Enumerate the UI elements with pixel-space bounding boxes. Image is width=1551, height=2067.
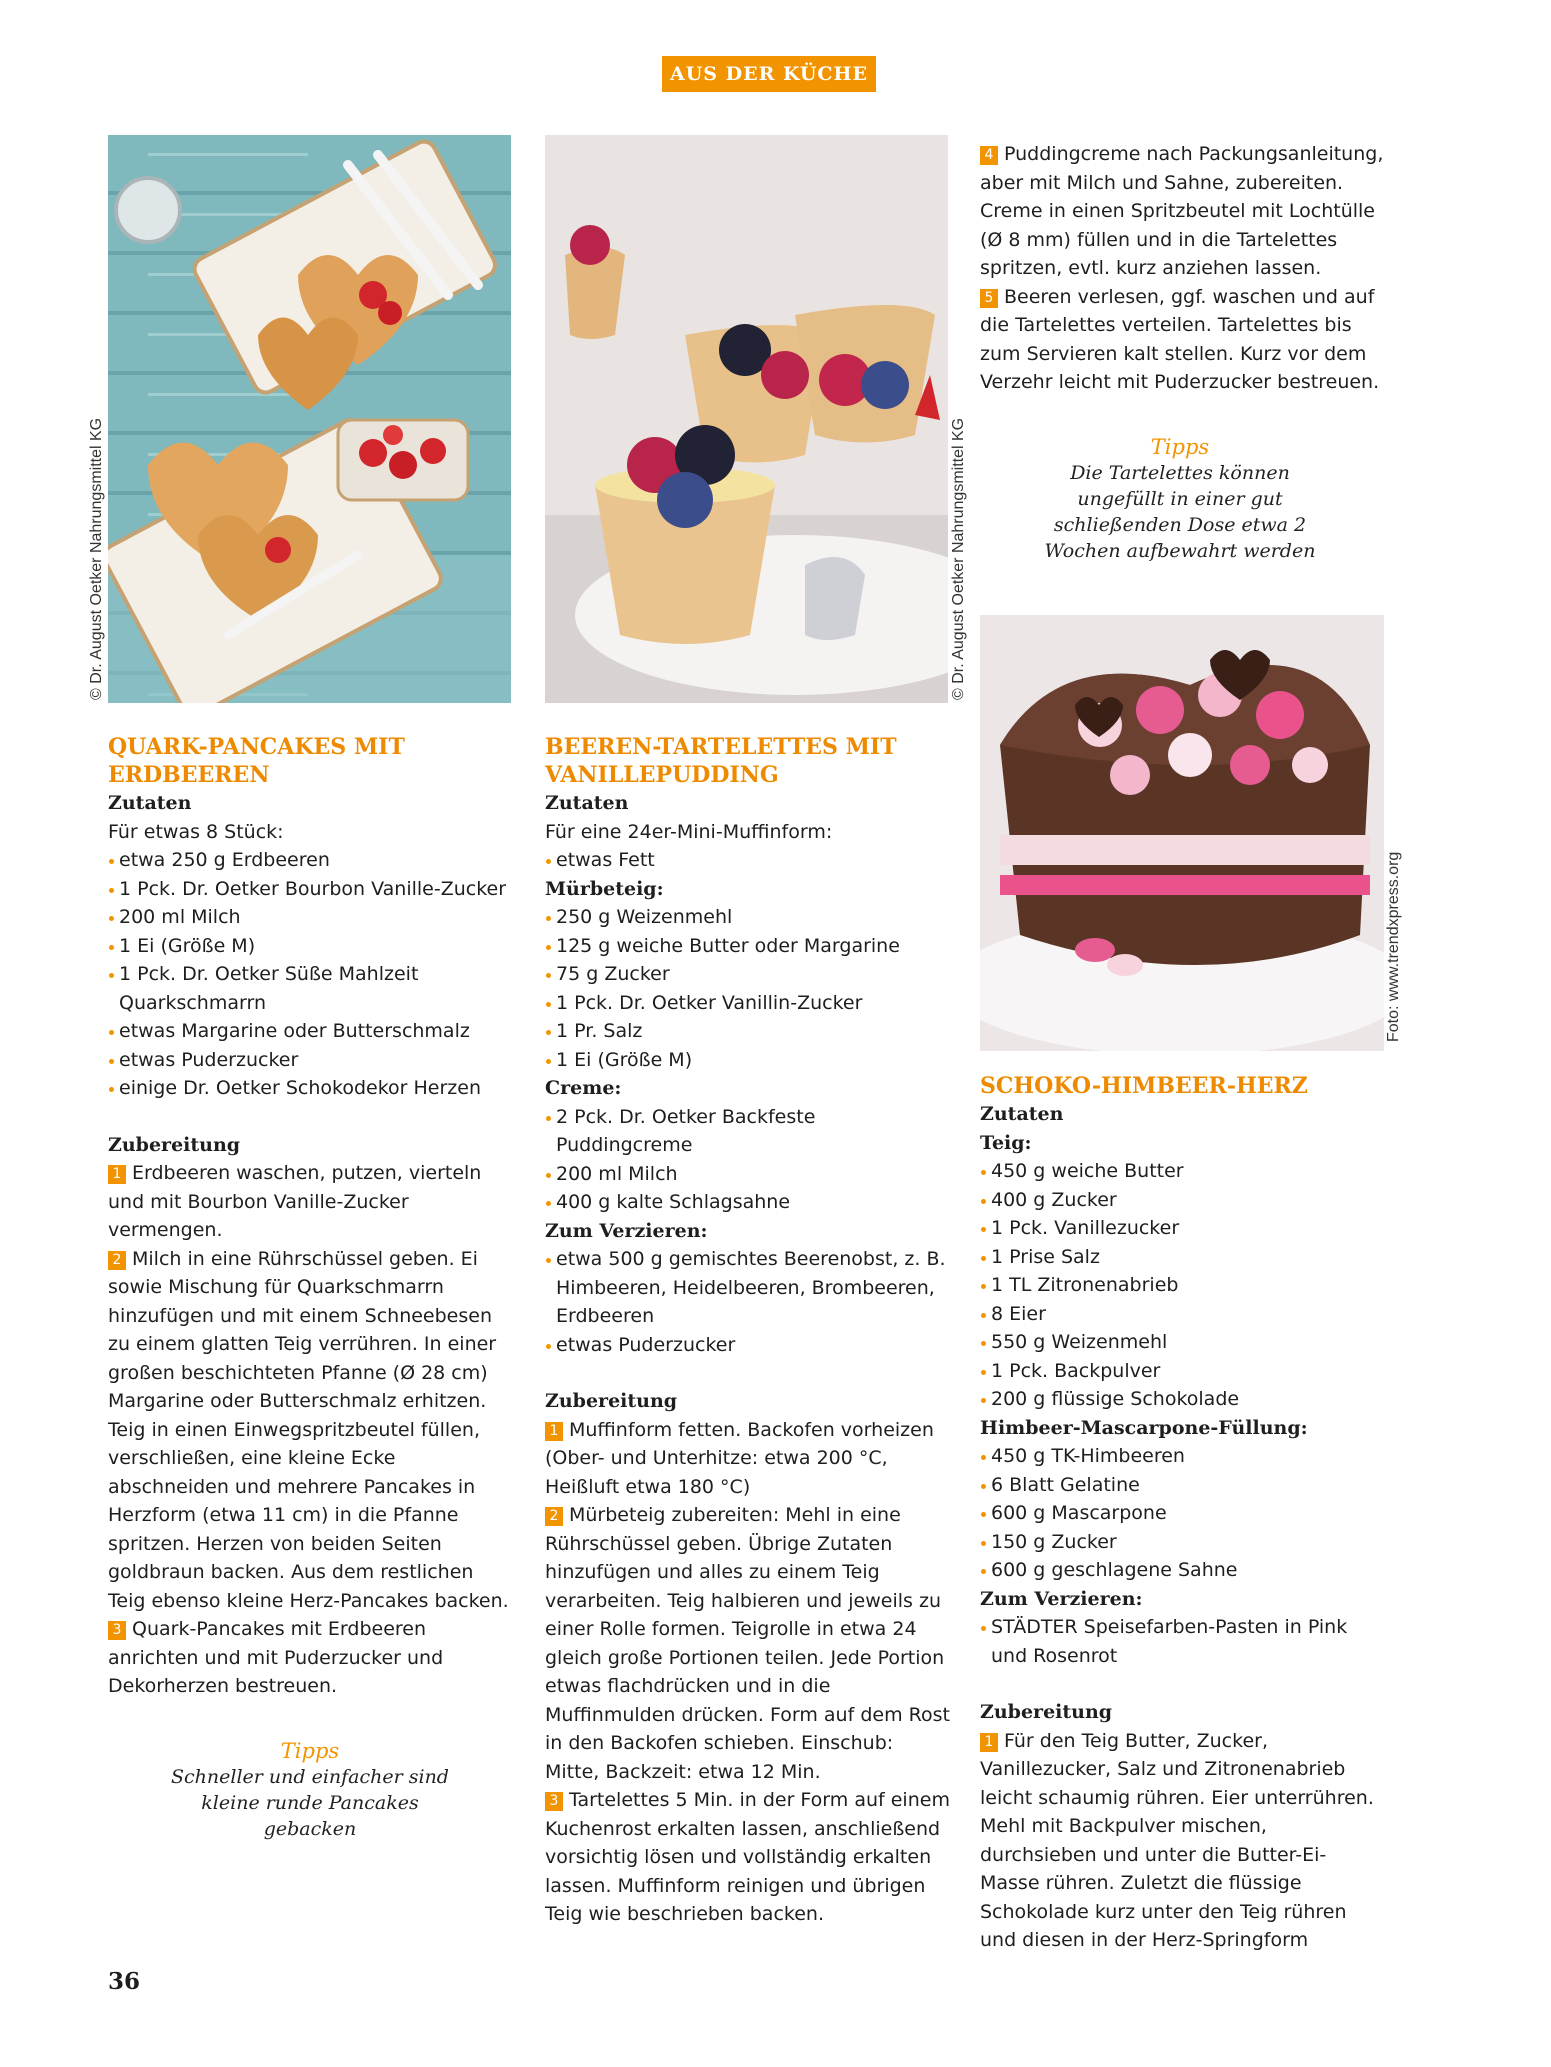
ingredient-item: 1 Ei (Größe M) xyxy=(108,932,513,961)
ingredient-item: 600 g Mascarpone xyxy=(980,1499,1385,1528)
ingredient-item: 450 g TK-Himbeeren xyxy=(980,1442,1385,1471)
step-text: Muffinform fetten. Backofen vorheizen (Ober- und Unterhitze: etwa 200 °C, Heißluft etwa 180 °C) xyxy=(545,1418,934,1498)
tip-text: Schneller und einfacher sind kleine runde Pancakes gebacken xyxy=(171,1766,449,1840)
recipe-beeren-tartelettes xyxy=(545,733,950,1929)
ingredient-item: 1 Pck. Dr. Oetker Bourbon Vanille-Zucker xyxy=(108,875,513,904)
step xyxy=(108,1159,513,1245)
ingredient-item: 150 g Zucker xyxy=(980,1528,1385,1557)
step-number: 1 xyxy=(980,1733,998,1752)
ingredient-item: 1 TL Zitronenabrieb xyxy=(980,1271,1385,1300)
ingredient-item: 450 g weiche Butter xyxy=(980,1157,1385,1186)
subheading-verzieren: Zum Verzieren: xyxy=(545,1219,708,1242)
yield-text: Für etwas 8 Stück: xyxy=(108,820,284,843)
ingredient-list xyxy=(108,846,513,1103)
ingredient-item: 8 Eier xyxy=(980,1300,1385,1329)
ingredient-list xyxy=(545,1103,950,1217)
recipe-schoko-himbeer-herz xyxy=(980,1072,1385,1955)
step-number: 4 xyxy=(980,146,998,165)
ingredient-item: 1 Prise Salz xyxy=(980,1243,1385,1272)
ingredient-item: 200 ml Milch xyxy=(108,903,513,932)
ingredient-list xyxy=(980,1157,1385,1414)
recipe-title: SCHOKO-HIMBEER-HERZ xyxy=(980,1073,1308,1099)
ingredient-item: 125 g weiche Butter oder Margarine xyxy=(545,932,950,961)
step xyxy=(545,1501,950,1786)
subheading-muerbeteig: Mürbeteig: xyxy=(545,877,664,900)
tip-box-pancakes xyxy=(160,1738,460,1842)
ingredient-item: 550 g Weizenmehl xyxy=(980,1328,1385,1357)
step-text: Puddingcreme nach Packungsanleitung, aber mit Milch und Sahne, zubereiten. Creme in einen Spritzbeutel mit Lochtülle (Ø 8 mm) füllen und in die Tartelettes spritzen, evtl. kurz anziehen lassen. xyxy=(980,143,1384,279)
tartelettes-photo xyxy=(545,135,948,703)
step-text: Beeren verlesen, ggf. waschen und auf die Tartelettes verteilen. Tartelettes bis zum Servieren kalt stellen. Kurz vor dem Verzehr leicht mit Puderzucker bestreuen. xyxy=(980,285,1380,393)
ingredient-item: 250 g Weizenmehl xyxy=(545,903,950,932)
tip-box-tartelettes xyxy=(1025,434,1335,564)
step-number: 2 xyxy=(545,1507,563,1526)
subheading-fuellung: Himbeer-Mascarpone-Füllung: xyxy=(980,1416,1308,1439)
ingredient-item: 6 Blatt Gelatine xyxy=(980,1471,1385,1500)
photo-credit-trendxpress: Foto: www.trendxpress.org xyxy=(1385,851,1402,1042)
ingredient-list xyxy=(980,1442,1385,1585)
step-number: 2 xyxy=(108,1251,126,1270)
ingredient-item: einige Dr. Oetker Schokodekor Herzen xyxy=(108,1074,513,1103)
ingredient-list xyxy=(545,1245,950,1359)
ingredient-item: 1 Pr. Salz xyxy=(545,1017,950,1046)
step xyxy=(108,1615,513,1701)
preparation-heading: Zubereitung xyxy=(545,1390,678,1412)
step xyxy=(980,140,1385,283)
ingredients-heading: Zutaten xyxy=(108,792,192,814)
yield-text: Für eine 24er-Mini-Muffinform: xyxy=(545,820,833,843)
ingredient-item: 200 ml Milch xyxy=(545,1160,950,1189)
ingredient-item: 1 Pck. Vanillezucker xyxy=(980,1214,1385,1243)
ingredient-item: 200 g flüssige Schokolade xyxy=(980,1385,1385,1414)
subheading-verzieren: Zum Verzieren: xyxy=(980,1587,1143,1610)
ingredient-item: 1 Pck. Backpulver xyxy=(980,1357,1385,1386)
step-text: Erdbeeren waschen, putzen, vierteln und mit Bourbon Vanille-Zucker vermengen. xyxy=(108,1162,482,1241)
ingredient-item: etwa 500 g gemischtes Beerenobst, z. B. Himbeeren, Heidelbeeren, Brombeeren, Erdbeeren xyxy=(545,1245,950,1331)
ingredient-item: 1 Pck. Dr. Oetker Vanillin-Zucker xyxy=(545,989,950,1018)
ingredient-list xyxy=(545,903,950,1074)
ingredient-item: etwas Fett xyxy=(545,846,950,875)
subheading-creme: Creme: xyxy=(545,1077,622,1099)
ingredient-list xyxy=(545,846,950,875)
photo-credit-oetker-1: © Dr. August Oetker Nahrungsmittel KG xyxy=(88,417,105,700)
pancakes-photo xyxy=(108,135,511,703)
recipe-title: BEEREN-TARTELETTES MIT VANILLEPUDDING xyxy=(545,734,897,788)
step xyxy=(980,283,1385,397)
step-number: 3 xyxy=(108,1621,126,1640)
tip-heading: Tipps xyxy=(1150,435,1210,459)
recipe-title: QUARK-PANCAKES MIT ERDBEEREN xyxy=(108,734,405,788)
ingredient-list xyxy=(980,1613,1385,1670)
step-number: 1 xyxy=(545,1422,563,1441)
step xyxy=(545,1786,950,1929)
ingredient-item: 600 g geschlagene Sahne xyxy=(980,1556,1385,1585)
step-text: Milch in eine Rührschüssel geben. Ei sowie Mischung für Quarkschmarrn hinzufügen und mit einem Schneebesen zu einem glatten Teig verrühren. In einer großen beschichteten Pfanne (Ø 28 cm) Margarine oder Butterschmalz erhitzen. Teig in einen Einwegspritzbeutel füllen, verschließen, eine kleine Ecke abschneiden und mehrere Pancakes in Herzform (etwa 11 cm) in die Pfanne spritzen. Herzen von beiden Seiten goldbraun backen. Aus dem restlichen Teig ebenso kleine Herz-Pancakes backen. xyxy=(108,1247,509,1612)
step xyxy=(980,1727,1385,1955)
step-text: Für den Teig Butter, Zucker, Vanillezucker, Salz und Zitronenabrieb leicht schaumig rühren. Eier unterrühren. Mehl mit Backpulver mischen, durchsieben und unter die Butter-Ei-Masse rühren. Zuletzt die flüssige Schokolade kurz unter den Teig rühren und diesen in der Herz-Springform xyxy=(980,1729,1374,1951)
preparation-heading: Zubereitung xyxy=(108,1133,241,1156)
ingredient-item: etwas Margarine oder Butterschmalz xyxy=(108,1017,513,1046)
preparation-heading: Zubereitung xyxy=(980,1701,1113,1723)
ingredient-item: 2 Pck. Dr. Oetker Backfeste Puddingcreme xyxy=(545,1103,950,1160)
tip-text: Die Tartelettes können ungefüllt in einer gut schließenden Dose etwa 2 Wochen aufbewahrt werden xyxy=(1044,462,1316,562)
ingredient-item: STÄDTER Speisefarben-Pasten in Pink und Rosenrot xyxy=(980,1613,1385,1670)
ingredient-item: etwas Puderzucker xyxy=(545,1331,950,1360)
ingredient-item: 400 g kalte Schlagsahne xyxy=(545,1188,950,1217)
step xyxy=(545,1416,950,1502)
ingredient-item: etwa 250 g Erdbeeren xyxy=(108,846,513,875)
step-text: Tartelettes 5 Min. in der Form auf einem Kuchenrost erkalten lassen, anschließend vorsichtig lösen und vollständig erkalten lassen. Muffinform reinigen und übrigen Teig wie beschrieben backen. xyxy=(545,1789,950,1925)
ingredient-item: 1 Ei (Größe M) xyxy=(545,1046,950,1075)
heart-cake-photo xyxy=(980,615,1384,1051)
step-number: 3 xyxy=(545,1792,563,1811)
step xyxy=(108,1245,513,1616)
ingredients-heading: Zutaten xyxy=(545,792,629,814)
ingredients-heading: Zutaten xyxy=(980,1103,1064,1125)
section-tag: AUS DER KÜCHE xyxy=(662,56,876,92)
subheading-teig: Teig: xyxy=(980,1131,1032,1154)
recipe-quark-pancakes xyxy=(108,733,513,1701)
photo-credit-oetker-2: © Dr. August Oetker Nahrungsmittel KG xyxy=(950,417,967,700)
step-number: 1 xyxy=(108,1165,126,1184)
ingredient-item: 400 g Zucker xyxy=(980,1186,1385,1215)
page-number: 36 xyxy=(108,1968,141,1995)
step-text: Quark-Pancakes mit Erdbeeren anrichten und mit Puderzucker und Dekorherzen bestreuen. xyxy=(108,1618,444,1697)
ingredient-item: 1 Pck. Dr. Oetker Süße Mahlzeit Quarkschmarrn xyxy=(108,960,513,1017)
ingredient-item: 75 g Zucker xyxy=(545,960,950,989)
step-number: 5 xyxy=(980,289,998,308)
tartelettes-steps-continued xyxy=(980,140,1385,397)
tip-heading: Tipps xyxy=(280,1739,340,1763)
ingredient-item: etwas Puderzucker xyxy=(108,1046,513,1075)
step-text: Mürbeteig zubereiten: Mehl in eine Rührschüssel geben. Übrige Zutaten hinzufügen und alles zu einem Teig verarbeiten. Teig halbieren und jeweils zu einer Rolle formen. Teigrolle in etwa 24 gleich große Portionen teilen. Jede Portion etwas flachdrücken und in die Muffinmulden drücken. Form auf dem Rost in den Backofen schieben. Einschub: Mitte, Backzeit: etwa 12 Min. xyxy=(545,1504,950,1783)
